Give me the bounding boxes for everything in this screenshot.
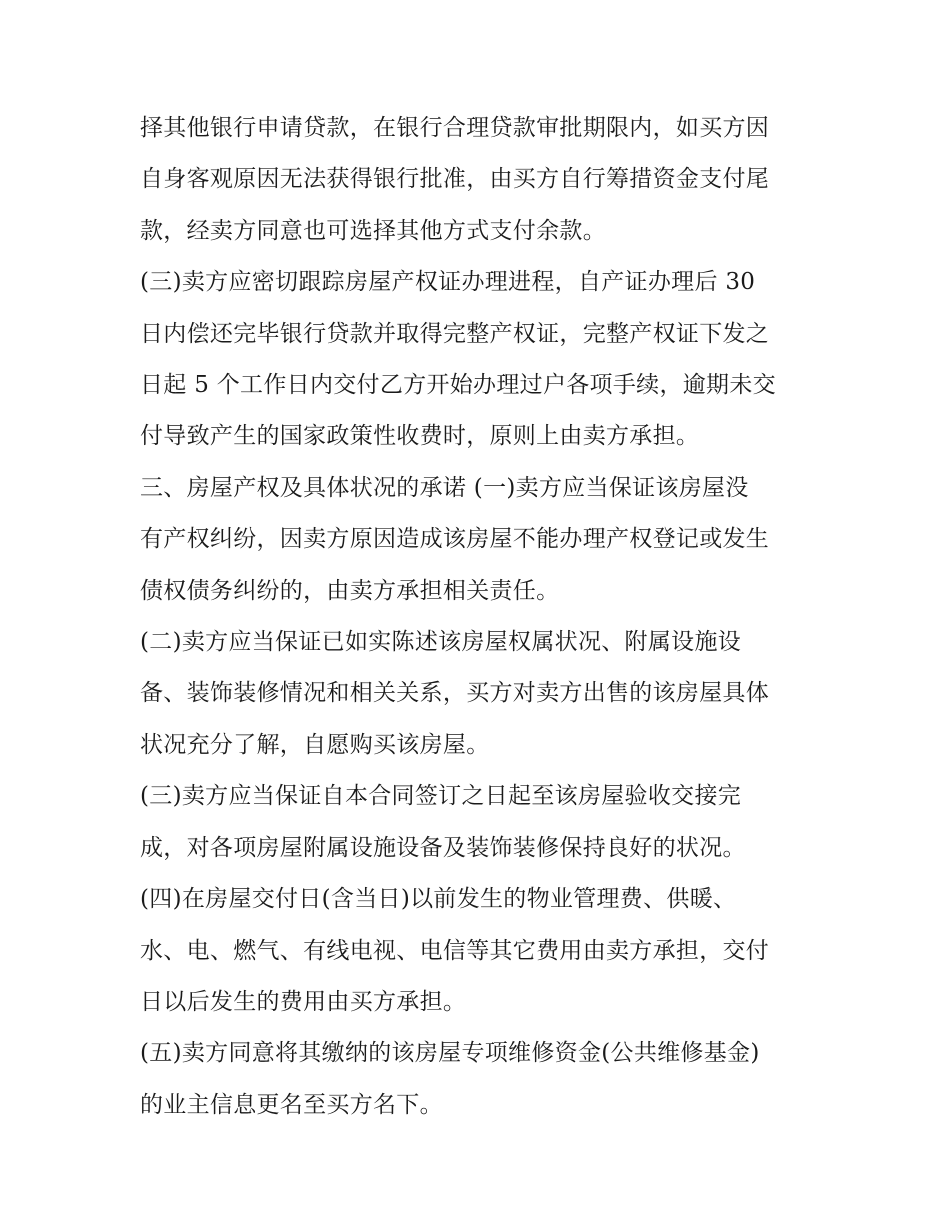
text-line: 备、装饰装修情况和相关关系，买方对卖方出售的该房屋具体 [140,680,770,707]
text-line: 有产权纠纷，因卖方原因造成该房屋不能办理产权登记或发生 [140,526,770,553]
text-line: 付导致产生的国家政策性收费时，原则上由卖方承担。 [140,423,700,450]
text-line: (四)在房屋交付日(含当日)以前发生的物业管理费、供暖、 [140,886,737,913]
text-line: (三)卖方应当保证自本合同签订之日起至该房屋验收交接完 [140,783,742,810]
text-line: (三)卖方应密切跟踪房屋产权证办理进程，自产证办理后 30 [140,269,756,296]
text-line: 成，对各项房屋附属设施设备及装饰装修保持良好的状况。 [140,834,746,861]
text-line: 水、电、燃气、有线电视、电信等其它费用由卖方承担，交付 [140,937,770,964]
text-line: 日以后发生的费用由买方承担。 [140,988,467,1015]
text-line: 日内偿还完毕银行贷款并取得完整产权证，完整产权证下发之 [140,320,770,347]
text-line: 日起 5 个工作日内交付乙方开始办理过户各项手续，逾期未交 [140,372,776,399]
text-line: (五)卖方同意将其缴纳的该房屋专项维修资金(公共维修基金) [140,1040,760,1067]
text-line: 的业主信息更名至买方名下。 [140,1091,443,1118]
text-line: 债权债务纠纷的，由卖方承担相关责任。 [140,577,560,604]
text-line: 择其他银行申请贷款，在银行合理贷款审批期限内，如买方因 [140,115,770,141]
text-line: (二)卖方应当保证已如实陈述该房屋权属状况、附属设施设 [140,629,742,656]
text-line: 款，经卖方同意也可选择其他方式支付余款。 [140,217,606,244]
document-body [140,103,820,1131]
text-line: 状况充分了解，自愿购买该房屋。 [140,731,490,758]
section-heading-line: 三、房屋产权及具体状况的承诺 (一)卖方应当保证该房屋没 [140,474,749,501]
text-line: 自身客观原因无法获得银行批准，由买方自行筹措资金支付尾 [140,166,770,193]
